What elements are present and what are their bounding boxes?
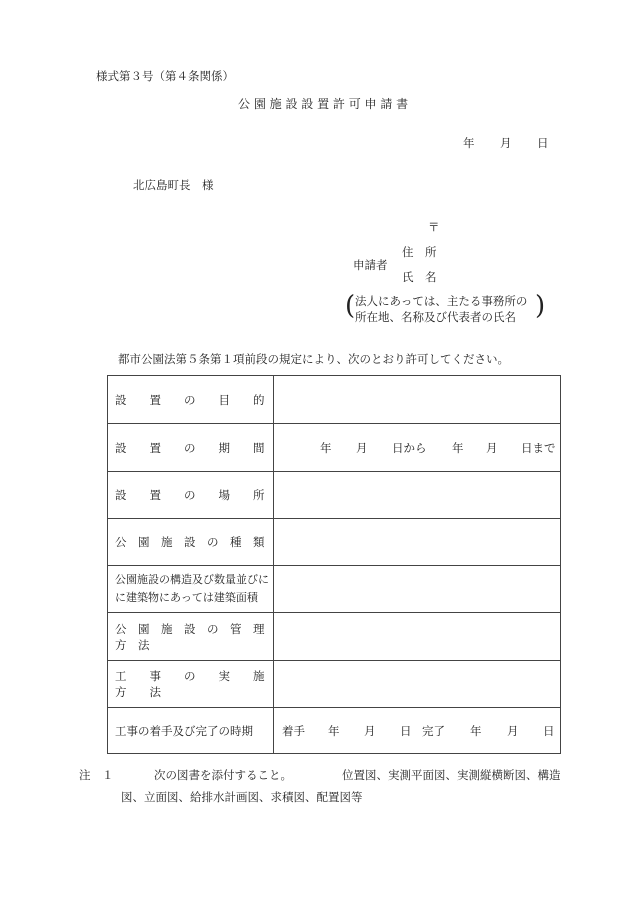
table-row [108,707,560,753]
row-label-location: 設 置 の 場 所 [108,472,274,518]
applicant-note-line2: 所在地、名称及び代表者の氏名 [355,310,516,324]
schedule-year2: 年 [470,724,482,738]
row-label-management: 公 園 施 設 の 管 理 方 法 [108,613,274,660]
purpose-field[interactable] [274,376,560,423]
schedule-year1: 年 [328,724,340,738]
intro-text: 都市公園法第５条第１項前段の規定により、次のとおり許可してください。 [118,352,509,366]
period-year2: 年 [452,441,464,455]
row-label-construction-method: 工 事 の 実 施 方 法 [108,661,274,707]
note-text-2: 位置図、実測平面図、実測縦横断図、構造 [342,768,561,782]
applicant-note-line1: 法人にあっては、主たる事務所の [355,294,528,308]
addressee: 北広島町長 様 [133,178,214,192]
table-row [108,471,560,518]
note-prefix: 注 １ [79,768,114,782]
row-label-schedule: 工事の着手及び完了の時期 [108,708,274,753]
table-row [108,423,560,471]
note-bracket-close: ) [535,291,546,321]
construction-method-field[interactable] [274,661,560,707]
table-row [108,565,560,612]
schedule-end: 完了 [422,724,445,738]
row-label-structure [108,566,274,612]
schedule-month1: 月 [364,724,376,738]
table-row [108,376,560,423]
period-day1: 日から [392,441,427,455]
facility-type-field[interactable] [274,519,560,565]
schedule-day1: 日 [400,724,412,738]
period-month2: 月 [486,441,498,455]
management-field[interactable] [274,613,560,660]
date-year: 年 [463,136,475,150]
table-row [108,660,560,707]
document-title: 公 園 施 設 設 置 許 可 申 請 書 [238,97,409,111]
applicant-note [355,293,527,325]
structure-label-line1: 公園施設の構造及び数量並びに [115,573,269,586]
schedule-field[interactable] [274,708,560,753]
form-number: 様式第３号（第４条関係） [96,69,234,83]
date-month: 月 [500,136,512,150]
schedule-day2: 日 [543,724,555,738]
structure-field[interactable] [274,566,560,612]
note-text-1: 次の図書を添付すること。 [154,768,292,782]
table-row [108,518,560,565]
application-table [107,375,561,754]
period-day2: 日まで [521,441,556,455]
postal-mark: 〒 [428,220,440,234]
date-line [463,135,475,151]
row-label-period: 設 置 の 期 間 [108,424,274,471]
date-day: 日 [537,136,549,150]
table-row [108,612,560,660]
address-label: 住 所 [402,245,437,259]
period-month1: 月 [356,441,368,455]
period-field[interactable] [274,424,560,471]
note-bracket-open: ( [345,291,356,321]
applicant-label: 申請者 [353,258,388,272]
schedule-start: 着手 [282,724,305,738]
structure-label-line2: に建築物にあっては建築面積 [115,591,258,604]
name-label: 氏 名 [402,270,437,284]
row-label-purpose: 設 置 の 目 的 [108,376,274,423]
period-year1: 年 [320,441,332,455]
schedule-month2: 月 [507,724,519,738]
location-field[interactable] [274,472,560,518]
row-label-facility-type: 公 園 施 設 の 種 類 [108,519,274,565]
note-text-3: 図、立面図、給排水計画図、求積図、配置図等 [121,790,363,804]
